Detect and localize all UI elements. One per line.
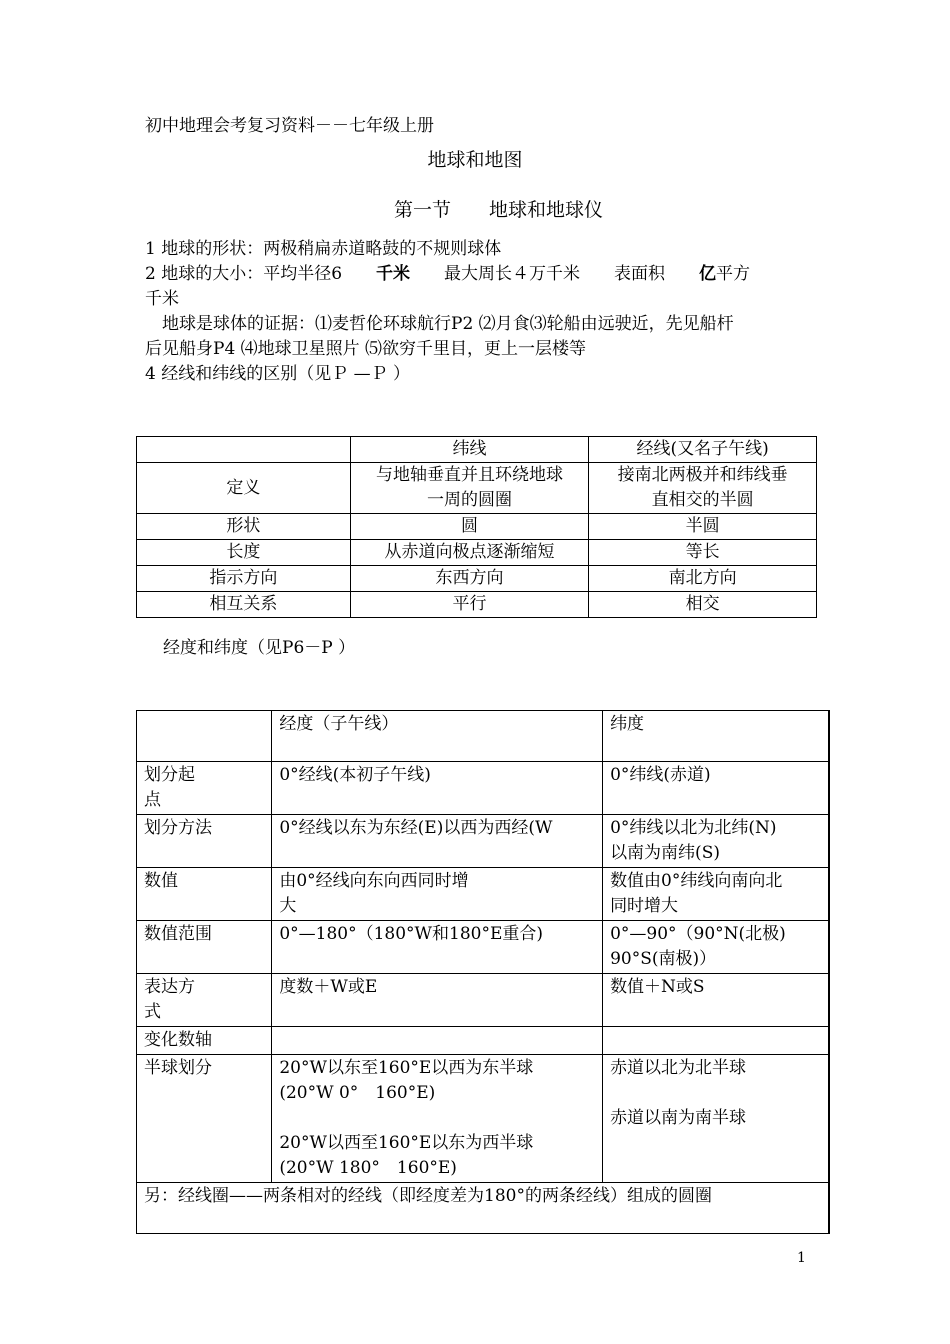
size-line: 2 地球的大小：平均半径6 千米 最大周长４万千米 表面积 亿平方 — [145, 264, 751, 284]
table-cell: 数值范围 — [137, 921, 272, 974]
table-cell: 变化数轴 — [137, 1027, 272, 1055]
table-cell: 赤道以北为北半球 赤道以南为南半球 — [603, 1055, 829, 1183]
longitude-latitude-line: 经度和纬度（见P6－P ） — [163, 638, 356, 658]
evidence-line-1: 地球是球体的证据：⑴麦哲伦环球航行P2 ⑵月食⑶轮船由远驶近，先见船杆 — [145, 314, 734, 334]
table-row — [137, 463, 817, 514]
table-row — [137, 974, 830, 1027]
table-cell: 0°纬线以北为北纬(N) 以南为南纬(S) — [603, 815, 829, 868]
table-cell: 定义 — [137, 463, 351, 514]
table-cell: 0°经线(本初子午线) — [272, 762, 603, 815]
size-line-unit: 千米 — [145, 289, 179, 309]
latitude-longitude-line-table — [136, 436, 817, 618]
table-row — [137, 1027, 830, 1055]
table-row — [137, 868, 830, 921]
table-cell: 等长 — [589, 540, 817, 566]
table-cell: 数值由0°纬线向南向北 同时增大 — [603, 868, 829, 921]
longitude-latitude-table — [136, 710, 830, 1234]
table-cell: 南北方向 — [589, 566, 817, 592]
table-cell: 指示方向 — [137, 566, 351, 592]
doc-title: 初中地理会考复习资料－－七年级上册 — [145, 116, 434, 136]
table-cell: 形状 — [137, 514, 351, 540]
table-cell: 半球划分 — [137, 1055, 272, 1183]
table-cell: 圆 — [350, 514, 589, 540]
table-row — [137, 437, 817, 463]
table-cell: 相交 — [589, 592, 817, 618]
table-cell: 数值 — [137, 868, 272, 921]
table-row — [137, 540, 817, 566]
table-cell — [272, 1027, 603, 1055]
table-row — [137, 921, 830, 974]
table-cell: 经度（子午线） — [272, 711, 603, 762]
table-footer-note: 另：经线圈——两条相对的经线（即经度差为180°的两条经线）组成的圆圈 — [137, 1183, 830, 1234]
table-cell — [137, 711, 272, 762]
table-row — [137, 1055, 830, 1183]
difference-line: 4 经线和纬线的区别（见Ｐ —Ｐ ） — [145, 364, 411, 384]
table-cell: 纬度 — [603, 711, 829, 762]
section-title: 第一节 地球和地球仪 — [393, 199, 603, 221]
table-cell: 纬线 — [350, 437, 589, 463]
table-cell: 度数＋W或E — [272, 974, 603, 1027]
evidence-line-2: 后见船身P4 ⑷地球卫星照片 ⑸欲穷千里目，更上一层楼等 — [145, 339, 587, 359]
table-cell: 半圆 — [589, 514, 817, 540]
table-cell: 20°W以东至160°E以西为东半球 (20°W 0° 160°E) 20°W以西至160°E以东为西半球 (20°W 180° 160°E) — [272, 1055, 603, 1183]
table-cell: 表达方 式 — [137, 974, 272, 1027]
table-cell: 从赤道向极点逐渐缩短 — [350, 540, 589, 566]
table-cell: 与地轴垂直并且环绕地球 一周的圆圈 — [350, 463, 589, 514]
table-row — [137, 566, 817, 592]
table-row — [137, 762, 830, 815]
table-row — [137, 592, 817, 618]
table-cell: 接南北两极并和纬线垂 直相交的半圆 — [589, 463, 817, 514]
table-cell: 0°—90°（90°N(北极) 90°S(南极)） — [603, 921, 829, 974]
table-cell: 长度 — [137, 540, 351, 566]
table-cell — [137, 437, 351, 463]
table-cell: 平行 — [350, 592, 589, 618]
chapter-title: 地球和地图 — [427, 149, 523, 171]
table-row — [137, 514, 817, 540]
table-cell: 划分起 点 — [137, 762, 272, 815]
table-cell: 东西方向 — [350, 566, 589, 592]
table-cell: 数值＋N或S — [603, 974, 829, 1027]
table-cell: 划分方法 — [137, 815, 272, 868]
page-number: 1 — [797, 1250, 806, 1266]
table-row — [137, 815, 830, 868]
table-cell: 经线(又名子午线) — [589, 437, 817, 463]
table-cell: 0°经线以东为东经(E)以西为西经(W — [272, 815, 603, 868]
table-cell — [603, 1027, 829, 1055]
table-row — [137, 1183, 830, 1234]
table-cell: 0°—180°（180°W和180°E重合) — [272, 921, 603, 974]
table-row — [137, 711, 830, 762]
table-cell: 由0°经线向东向西同时增 大 — [272, 868, 603, 921]
table-cell: 相互关系 — [137, 592, 351, 618]
table-cell: 0°纬线(赤道) — [603, 762, 829, 815]
shape-line: 1 地球的形状：两极稍扁赤道略鼓的不规则球体 — [145, 239, 502, 259]
